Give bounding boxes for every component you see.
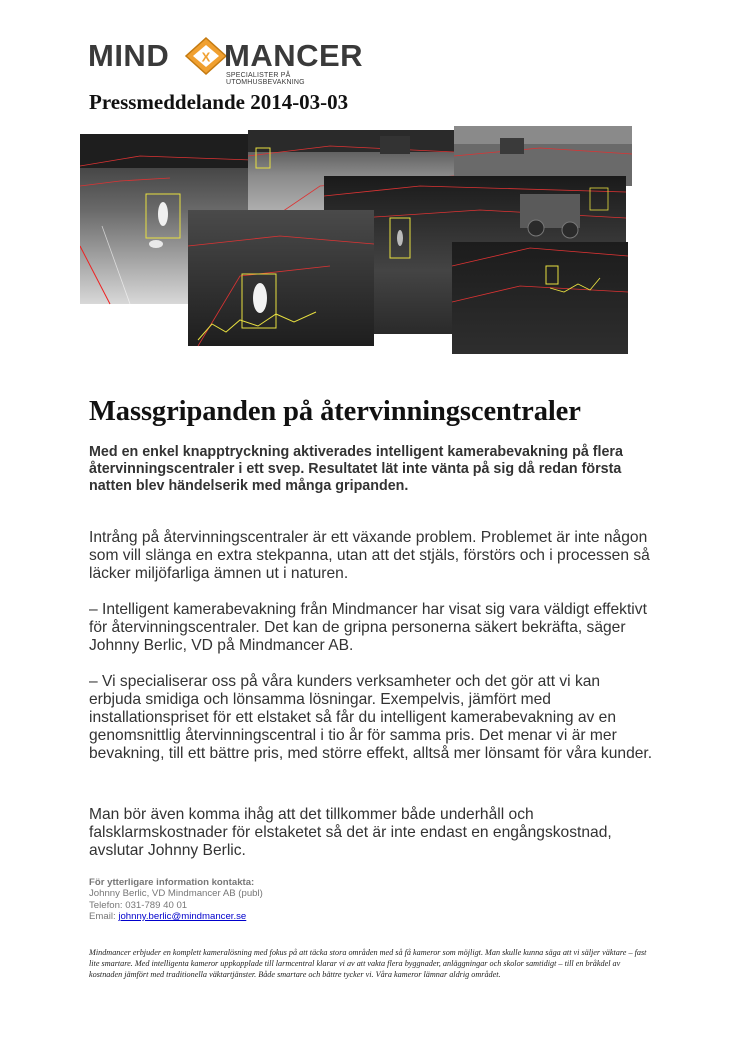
body-paragraph-4: Man bör även komma ihåg att det tillkommer både underhåll och falsklarmskostnader för elstaketet så det är inte endast en engångskostnad, avslutar Johnny Berlic. (89, 806, 612, 859)
contact-heading: För ytterligare information kontakta: (89, 877, 255, 888)
logo-tagline: SPECIALISTER PÅ UTOMHUSBEVAKNING (226, 72, 305, 86)
contact-phone: Telefon: 031-789 40 01 (89, 899, 188, 911)
svg-text:X: X (201, 49, 211, 65)
body-paragraph-3: – Vi specialiserar oss på våra kunders verksamheter och det gör att vi kan erbjuda smidiga och lönsamma lösningar. Exempelvis, jämfört med installationspriset för ett elstaket så får du intelligent kamerabevakning av en genomsnittlig återvinningscentral i tio år för samma pris. Det menar vi är mer bevakning, till ett bättre pris, med större effekt, alltså mer lönsamt för våra kunder. (89, 673, 653, 762)
lead-paragraph: Med en enkel knapptryckning aktiverades intelligent kamerabevakning på flera återvinningscentraler i ett svep. Resultatet lät inte vänta på sig då redan första natten blev händelserik med många gripanden. (89, 444, 623, 494)
logo-word-mancer: MANCER (224, 38, 364, 73)
contact-name: Johnny Berlic, VD Mindmancer AB (publ) (89, 888, 263, 900)
surveillance-image-collage (80, 126, 650, 370)
company-boilerplate: Mindmancer erbjuder en komplett kameralösning med fokus på att täcka stora områden med så få kameror som möjligt. Man skulle kunna säga att vi säljer väktare – fast lite smartare. Med intelligenta kameror uppkopplade till larmcentral klarar vi av att vakta flera byggnader, anläggningar och skolor samtidigt – till en bråkdel av kostnaden jämfört med traditionella väktartjänster. Både smartare och bättre tycker vi. Våra kameror lämnar aldrig området. (89, 948, 647, 979)
contact-email-link[interactable]: johnny.berlic@mindmancer.se (118, 910, 247, 922)
contact-email-label: Email: (89, 910, 119, 922)
headline: Massgripanden på återvinningscentraler (89, 396, 581, 427)
logo-word-mind: MIND (88, 38, 170, 73)
camera-frame-6 (452, 242, 628, 354)
body-paragraph-2: – Intelligent kamerabevakning från Mindmancer har visat sig vara väldigt effektivt för återvinningscentraler. Det kan de gripna personerna säkert bekräfta, säger Johnny Berlic, VD på Mindmancer AB. (89, 601, 647, 654)
mindmancer-logo (88, 38, 364, 88)
contact-block (89, 877, 263, 922)
logo-diamond-mark (184, 36, 228, 76)
body-paragraph-1: Intrång på återvinningscentraler är ett växande problem. Problemet är inte någon som vill slänga en extra stekpanna, utan att det stjäls, förstörs och i processen så läcker miljöfarliga ämnen ut i naturen. (89, 529, 650, 582)
press-release-date: Pressmeddelande 2014-03-03 (89, 90, 349, 114)
surveillance-collage-graphic (80, 126, 650, 370)
camera-frame-5 (188, 210, 374, 346)
